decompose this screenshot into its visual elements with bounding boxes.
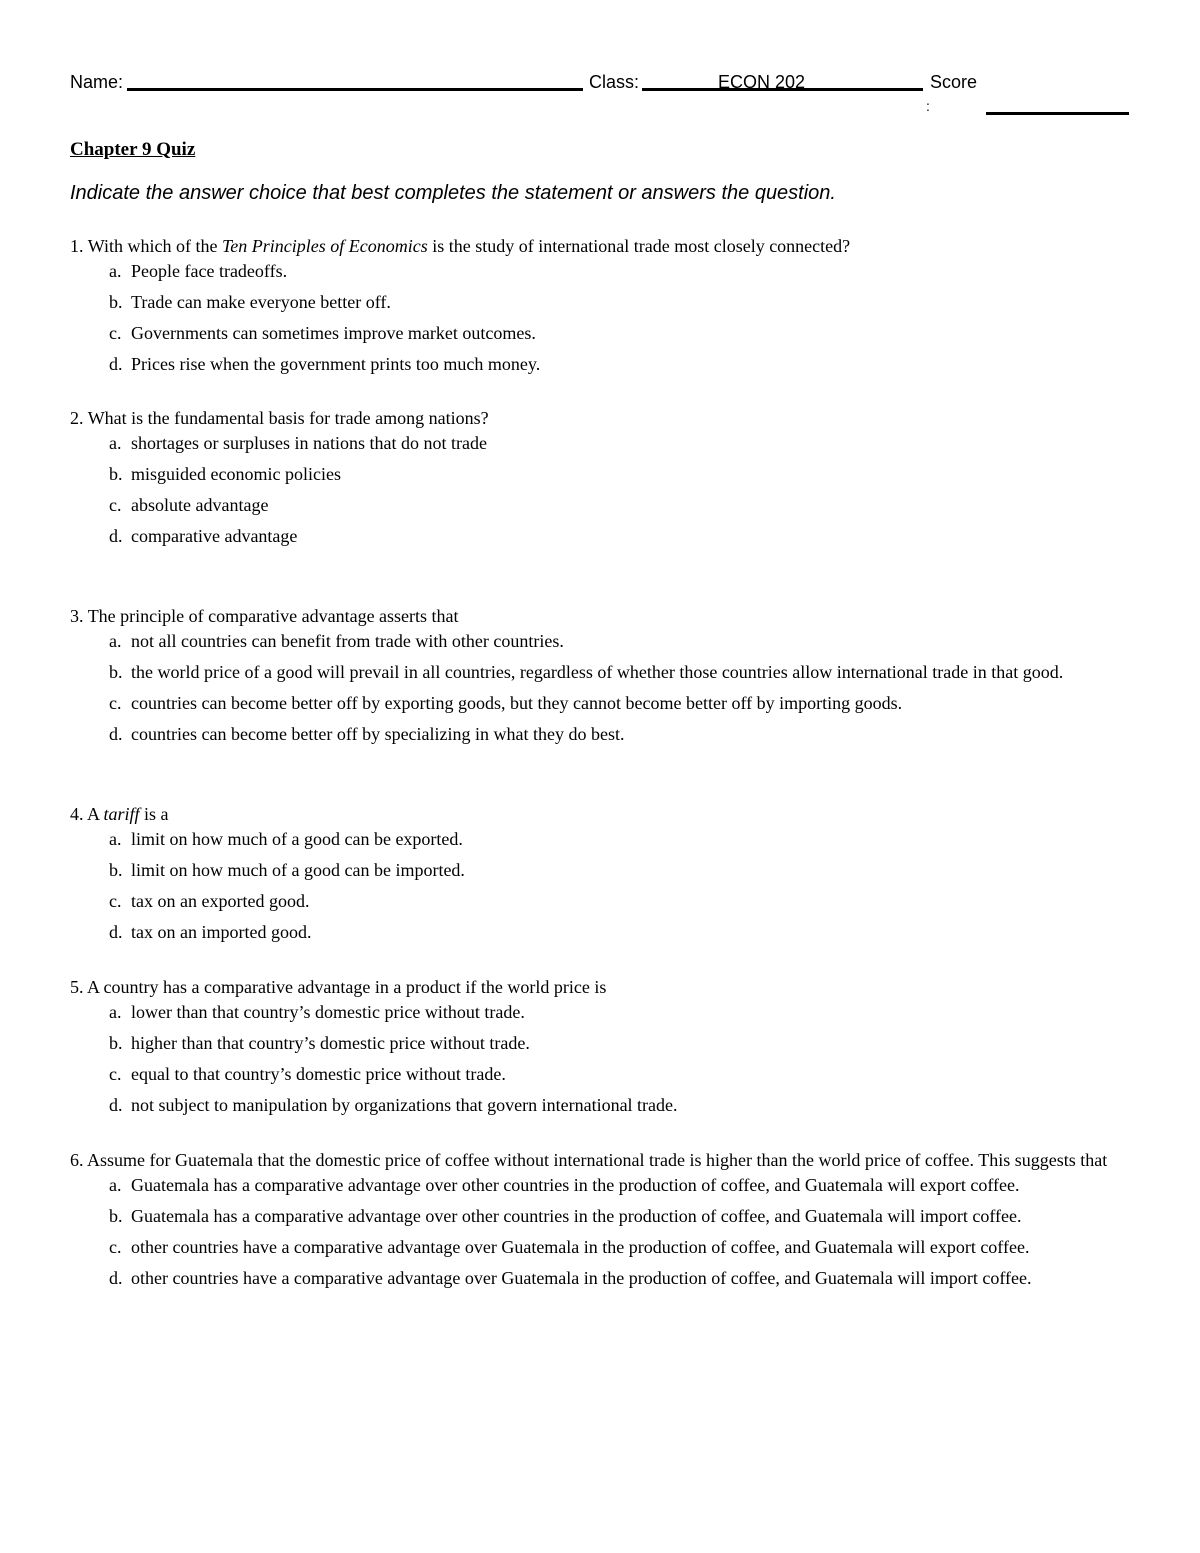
question-stem bbox=[70, 604, 1110, 628]
option-letter: a. bbox=[109, 433, 122, 453]
option-letter: d. bbox=[109, 354, 123, 374]
score-label: Score bbox=[930, 72, 978, 92]
answer-option[interactable] bbox=[70, 259, 1110, 283]
option-text: comparative advantage bbox=[131, 526, 298, 546]
answer-option[interactable] bbox=[70, 827, 1110, 851]
option-letter: d. bbox=[109, 724, 123, 744]
question-number: 4. bbox=[70, 804, 84, 824]
option-text: tax on an exported good. bbox=[131, 891, 310, 911]
question-stem bbox=[70, 1148, 1110, 1172]
answer-option[interactable] bbox=[70, 431, 1110, 455]
option-letter: a. bbox=[109, 1002, 122, 1022]
question-number: 2. bbox=[70, 408, 84, 428]
question-stem bbox=[70, 234, 1110, 258]
option-letter: c. bbox=[109, 891, 122, 911]
option-letter: c. bbox=[109, 323, 122, 343]
answer-option[interactable] bbox=[70, 1093, 1110, 1117]
option-letter: a. bbox=[109, 1175, 122, 1195]
answer-option[interactable] bbox=[70, 629, 1110, 653]
score-colon: : bbox=[926, 98, 930, 114]
answer-option[interactable] bbox=[70, 493, 1110, 517]
option-letter: c. bbox=[109, 1064, 122, 1084]
question-number: 5. bbox=[70, 977, 84, 997]
page-title: Chapter 9 Quiz bbox=[70, 139, 196, 160]
option-text: limit on how much of a good can be exported. bbox=[131, 829, 463, 849]
name-label: Name: bbox=[70, 72, 124, 92]
question-number: 6. bbox=[70, 1150, 84, 1170]
stem-text: is the study of international trade most closely connected? bbox=[427, 236, 851, 256]
option-letter: b. bbox=[109, 464, 123, 484]
question-2 bbox=[70, 406, 1110, 555]
option-text: People face tradeoffs. bbox=[131, 261, 288, 281]
stem-italic-text: tariff bbox=[103, 804, 140, 824]
stem-text: A bbox=[87, 804, 104, 824]
answer-option[interactable] bbox=[70, 722, 1110, 746]
option-letter: b. bbox=[109, 292, 123, 312]
option-letter: a. bbox=[109, 261, 122, 281]
question-1 bbox=[70, 234, 1110, 383]
question-number: 3. bbox=[70, 606, 84, 626]
question-stem bbox=[70, 975, 1110, 999]
stem-text: is a bbox=[139, 804, 169, 824]
option-text: Prices rise when the government prints too much money. bbox=[131, 354, 541, 374]
stem-text: What is the fundamental basis for trade among nations? bbox=[87, 408, 489, 428]
option-text: Governments can sometimes improve market outcomes. bbox=[131, 323, 536, 343]
option-text: countries can become better off by exporting goods, but they cannot become better off by importing goods. bbox=[131, 693, 903, 713]
answer-option[interactable] bbox=[70, 920, 1110, 944]
question-5 bbox=[70, 975, 1110, 1124]
option-letter: c. bbox=[109, 1237, 122, 1257]
option-text: Trade can make everyone better off. bbox=[131, 292, 391, 312]
answer-option[interactable] bbox=[70, 1235, 1110, 1259]
option-text: shortages or surpluses in nations that do not trade bbox=[131, 433, 487, 453]
option-text: Guatemala has a comparative advantage over other countries in the production of coffee, and Guatemala will export coffee. bbox=[131, 1175, 1020, 1195]
name-field[interactable] bbox=[127, 88, 583, 91]
option-text: countries can become better off by specializing in what they do best. bbox=[131, 724, 625, 744]
option-text: not all countries can benefit from trade with other countries. bbox=[131, 631, 564, 651]
option-text: tax on an imported good. bbox=[131, 922, 312, 942]
option-text: absolute advantage bbox=[131, 495, 269, 515]
stem-text: With which of the bbox=[87, 236, 222, 256]
option-text: lower than that country’s domestic price without trade. bbox=[131, 1002, 525, 1022]
question-stem bbox=[70, 802, 1110, 826]
option-text: higher than that country’s domestic price without trade. bbox=[131, 1033, 530, 1053]
stem-text: Assume for Guatemala that the domestic price of coffee without international trade is higher than the world price of coffee. This suggests that bbox=[87, 1150, 1108, 1170]
answer-option[interactable] bbox=[70, 290, 1110, 314]
answer-option[interactable] bbox=[70, 1062, 1110, 1086]
option-text: limit on how much of a good can be imported. bbox=[131, 860, 465, 880]
option-text: not subject to manipulation by organizations that govern international trade. bbox=[131, 1095, 678, 1115]
answer-option[interactable] bbox=[70, 1000, 1110, 1024]
option-letter: a. bbox=[109, 829, 122, 849]
class-value: ECON 202 bbox=[718, 72, 806, 92]
answer-option[interactable] bbox=[70, 691, 1110, 715]
stem-italic-text: Ten Principles of Economics bbox=[221, 236, 428, 256]
option-letter: b. bbox=[109, 1033, 123, 1053]
question-4 bbox=[70, 802, 1110, 951]
option-letter: d. bbox=[109, 922, 123, 942]
question-6 bbox=[70, 1148, 1110, 1297]
option-letter: b. bbox=[109, 860, 123, 880]
option-letter: d. bbox=[109, 1095, 123, 1115]
answer-option[interactable] bbox=[70, 352, 1110, 376]
option-letter: d. bbox=[109, 526, 123, 546]
answer-option[interactable] bbox=[70, 1173, 1110, 1197]
answer-option[interactable] bbox=[70, 858, 1110, 882]
option-text: the world price of a good will prevail in all countries, regardless of whether those countries allow international trade in that good. bbox=[131, 662, 1064, 682]
option-letter: b. bbox=[109, 662, 123, 682]
question-3 bbox=[70, 604, 1110, 753]
answer-option[interactable] bbox=[70, 1266, 1110, 1290]
answer-option[interactable] bbox=[70, 321, 1110, 345]
option-letter: d. bbox=[109, 1268, 123, 1288]
option-letter: a. bbox=[109, 631, 122, 651]
question-number: 1. bbox=[70, 236, 84, 256]
option-text: equal to that country’s domestic price without trade. bbox=[131, 1064, 506, 1084]
class-label: Class: bbox=[589, 72, 640, 92]
option-text: Guatemala has a comparative advantage over other countries in the production of coffee, and Guatemala will import coffee. bbox=[131, 1206, 1022, 1226]
answer-option[interactable] bbox=[70, 462, 1110, 486]
option-letter: b. bbox=[109, 1206, 123, 1226]
option-text: other countries have a comparative advantage over Guatemala in the production of coffee, and Guatemala will export coffee. bbox=[131, 1237, 1030, 1257]
option-letter: c. bbox=[109, 495, 122, 515]
option-letter: c. bbox=[109, 693, 122, 713]
answer-option[interactable] bbox=[70, 1204, 1110, 1228]
answer-option[interactable] bbox=[70, 1031, 1110, 1055]
answer-option[interactable] bbox=[70, 524, 1110, 548]
score-field bbox=[986, 112, 1129, 115]
stem-text: A country has a comparative advantage in a product if the world price is bbox=[87, 977, 607, 997]
option-text: misguided economic policies bbox=[131, 464, 341, 484]
stem-text: The principle of comparative advantage asserts that bbox=[87, 606, 459, 626]
instructions: Indicate the answer choice that best completes the statement or answers the question. bbox=[70, 182, 836, 204]
answer-option[interactable] bbox=[70, 889, 1110, 913]
answer-option[interactable] bbox=[70, 660, 1110, 684]
question-stem bbox=[70, 406, 1110, 430]
option-text: other countries have a comparative advantage over Guatemala in the production of coffee, and Guatemala will import coffee. bbox=[131, 1268, 1032, 1288]
